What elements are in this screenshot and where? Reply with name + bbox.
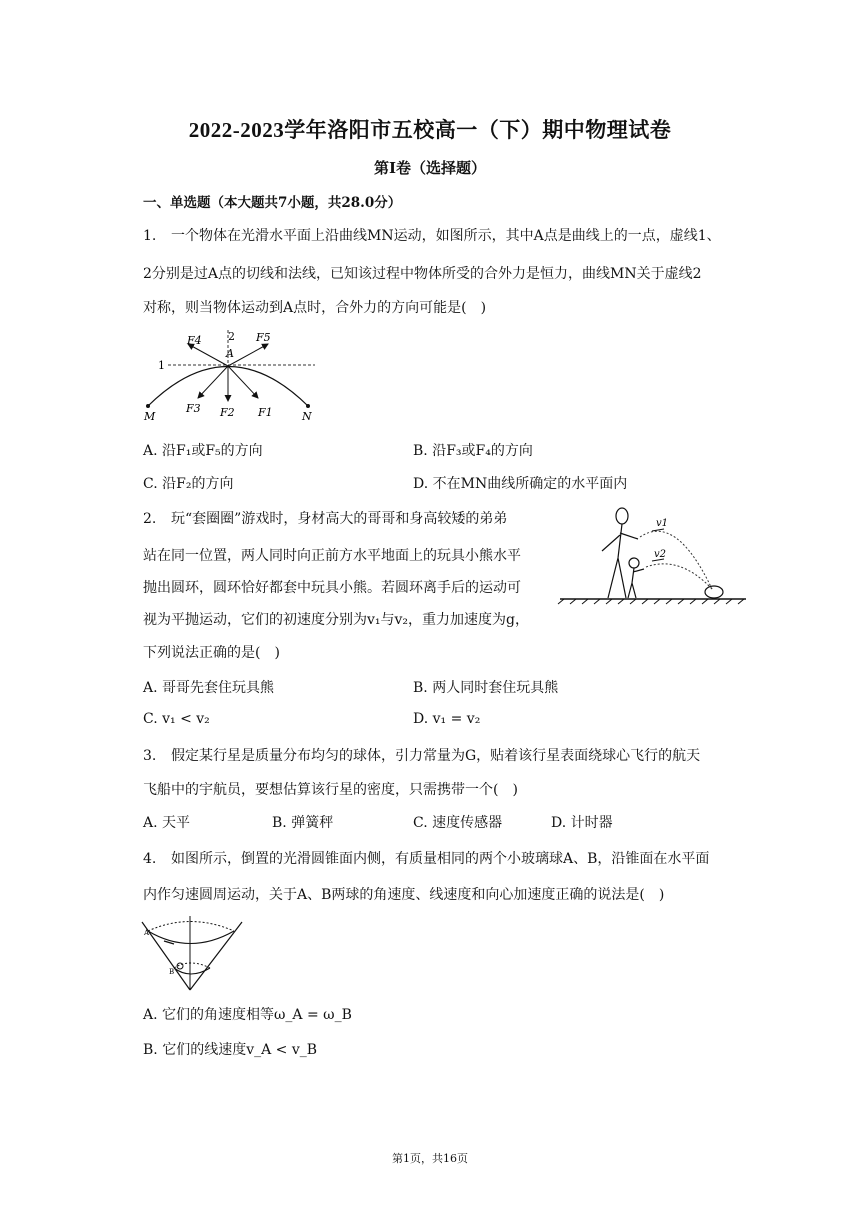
q1-option-d: D. 不在MN曲线所确定的水平面内 [413,476,628,492]
q2-number: 2. [143,511,157,527]
q1-force-diagram [140,326,330,424]
q4-number: 4. [143,851,157,867]
toy-bear [705,586,723,598]
q2-line-1: 2. 玩“套圈圈”游戏时，身材高大的哥哥和身高较矮的弟弟 [143,511,508,527]
q2-line-5: 下列说法正确的是( ) [143,645,280,661]
orbit-a [148,931,234,944]
q2-line-3: 抛出圆环，圆环恰好都套中玩具小熊。若圆环离手后的运动可 [143,580,521,596]
q2-option-c: C. v₁ < v₂ [143,711,210,727]
q2-option-d: D. v₁ = v₂ [413,711,481,727]
q2-ring-toss-figure [556,503,750,605]
q1-line-3: 对称，则当物体运动到A点时，合外力的方向可能是( ) [143,300,487,316]
label-f4: F4 [187,334,202,347]
force-f4-arrow [188,344,228,366]
page-footer: 第1页，共16页 [392,1152,468,1165]
ring-path-2 [646,564,712,589]
q3-line-2: 飞船中的宇航员，要想估算该行星的密度，只需携带一个( ) [143,782,518,798]
velocity-v1-arrow [652,529,664,531]
label-a: A [144,929,150,937]
q3-option-a: A. 天平 [143,815,191,831]
label-f5: F5 [256,331,271,344]
q4-line-1: 4. 如图所示，倒置的光滑圆锥面内侧，有质量相同的两个小玻璃球A、B，沿锥面在水平面 [143,851,710,867]
label-f2: F2 [220,406,235,419]
q1-option-a: A. 沿F₁或F₅的方向 [143,443,263,459]
label-m: M [144,410,156,423]
q1-number: 1. [143,228,157,244]
label-f1: F1 [258,406,273,419]
q1-option-b: B. 沿F₃或F₄的方向 [413,443,533,459]
q3-option-d: D. 计时器 [551,815,613,831]
label-v2: v2 [654,549,667,560]
q4-option-a: A. 它们的角速度相等ω_A = ω_B [143,1007,352,1023]
q1-line-1: 1. 一个物体在光滑水平面上沿曲线MN运动，如图所示，其中A点是曲线上的一点，虚线1、 [143,228,721,244]
q3-line-1: 3. 假定某行星是质量分布均匀的球体，引力常量为G，贴着该行星表面绕球心飞行的航天 [143,748,701,764]
q4-option-b: B. 它们的线速度v_A < v_B [143,1042,318,1058]
q2-option-a: A. 哥哥先套住玩具熊 [143,680,275,696]
point-n [306,404,310,408]
label-2: 2 [228,330,235,343]
q1-option-c: C. 沿F₂的方向 [143,476,234,492]
label-b: B [169,968,175,976]
force-f5-arrow [228,344,268,366]
label-a: A [226,347,234,360]
q1-line-2: 2分别是过A点的切线和法线，已知该过程中物体所受的合外力是恒力，曲线MN关于虚线2 [143,266,702,282]
q2-line-2: 站在同一位置，两人同时向正前方水平地面上的玩具小熊水平 [143,548,521,564]
point-m [146,404,150,408]
label-v1: v1 [656,518,669,529]
q3-number: 3. [143,748,157,764]
ring-path-1 [640,531,712,589]
volume-subtitle: 第I卷（选择题） [373,159,487,177]
q4-cone-figure [138,914,248,992]
q4-line-2: 内作匀速圆周运动，关于A、B两球的角速度、线速度和向心加速度正确的说法是( ) [143,887,665,903]
page-title: 2022-2023学年洛阳市五校高一（下）期中物理试卷 [188,118,672,142]
q3-option-b: B. 弹簧秤 [272,815,334,831]
q2-line-4: 视为平抛运动，它们的初速度分别为v₁与v₂，重力加速度为g， [143,612,530,628]
q3-option-c: C. 速度传感器 [413,815,503,831]
label-1: 1 [158,359,165,372]
label-n: N [302,410,312,423]
q2-option-b: B. 两人同时套住玩具熊 [413,680,559,696]
younger-brother-figure [628,558,644,598]
label-f3: F3 [186,402,201,415]
cone-right-edge [190,922,242,990]
section-heading: 一、单选题（本大题共7小题，共28.0分） [143,195,402,211]
